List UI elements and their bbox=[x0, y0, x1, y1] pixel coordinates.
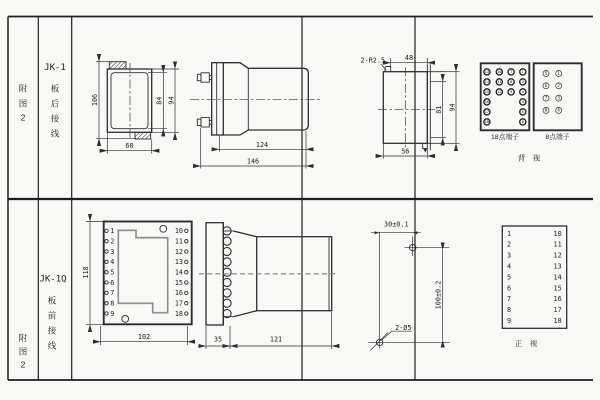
svg-text:7: 7 bbox=[507, 295, 512, 304]
fig-char: 2 bbox=[20, 359, 26, 370]
svg-text:1: 1 bbox=[507, 229, 512, 238]
dim-35 bbox=[206, 326, 230, 349]
bottom-hook-tip bbox=[423, 149, 427, 153]
mounting-bolts bbox=[197, 73, 211, 127]
svg-text:16: 16 bbox=[553, 295, 562, 304]
svg-text:2: 2 bbox=[521, 79, 524, 85]
mounting-hole-top bbox=[160, 225, 167, 232]
svg-text:8: 8 bbox=[507, 306, 512, 315]
dim-102 bbox=[101, 326, 188, 345]
dim-146-label: 146 bbox=[246, 157, 260, 166]
wiring-char: 前 bbox=[47, 310, 57, 321]
svg-text:12: 12 bbox=[553, 251, 562, 260]
fig-char: 附 bbox=[18, 332, 28, 343]
dim-94-panel-label: 94 bbox=[448, 103, 457, 112]
svg-text:11: 11 bbox=[497, 79, 502, 85]
wiring-char: 接 bbox=[47, 325, 57, 336]
dim-84-label: 84 bbox=[155, 96, 164, 105]
jk1q-drill-plan bbox=[368, 221, 450, 351]
svg-text:10: 10 bbox=[497, 69, 502, 75]
svg-text:6: 6 bbox=[507, 284, 512, 293]
svg-text:10: 10 bbox=[553, 229, 562, 238]
top-hook bbox=[385, 67, 391, 72]
svg-text:18: 18 bbox=[553, 317, 562, 325]
svg-text:14: 14 bbox=[174, 268, 183, 277]
jk1-side-view bbox=[190, 63, 320, 169]
dim-94-panel bbox=[445, 72, 459, 144]
hole-callout bbox=[382, 324, 412, 340]
svg-text:15: 15 bbox=[484, 89, 490, 95]
dim-81 bbox=[430, 82, 446, 138]
svg-text:7: 7 bbox=[509, 69, 513, 75]
svg-text:16: 16 bbox=[484, 99, 490, 105]
terminal-18pt-numbers bbox=[485, 69, 525, 124]
dim-102-label: 102 bbox=[137, 333, 151, 342]
svg-text:11: 11 bbox=[553, 240, 562, 249]
terminal-8pt-caption: 8点端子 bbox=[545, 134, 570, 142]
mounting-hole-bottom bbox=[122, 316, 129, 323]
terminal-studs bbox=[223, 227, 231, 318]
model-name: JK-1 bbox=[44, 63, 66, 73]
wiring-char: 线 bbox=[47, 340, 57, 351]
svg-text:1: 1 bbox=[110, 227, 115, 236]
wiring-char: 板 bbox=[50, 83, 60, 94]
dim-81-label: 81 bbox=[434, 105, 443, 114]
wiring-char: 线 bbox=[50, 128, 60, 139]
svg-text:15: 15 bbox=[553, 284, 562, 293]
svg-text:17: 17 bbox=[174, 299, 183, 308]
svg-text:15: 15 bbox=[174, 278, 183, 287]
plate-left-terminal-numbers bbox=[110, 227, 114, 318]
dim-94-label: 94 bbox=[167, 96, 176, 105]
wiring-char: 后 bbox=[50, 98, 60, 109]
row2-model-wiring bbox=[39, 275, 66, 351]
corner-radius-callout bbox=[361, 56, 387, 70]
svg-text:12: 12 bbox=[174, 247, 183, 256]
svg-text:14: 14 bbox=[553, 273, 562, 282]
svg-text:4: 4 bbox=[507, 262, 512, 271]
svg-text:8: 8 bbox=[110, 299, 115, 308]
svg-text:3: 3 bbox=[557, 95, 560, 101]
svg-text:10: 10 bbox=[174, 227, 183, 236]
jk1q-side-view bbox=[199, 223, 335, 349]
plate-right-terminal-numbers bbox=[175, 227, 183, 318]
fig-char: 附 bbox=[18, 83, 28, 94]
dim-60-label: 60 bbox=[125, 141, 134, 150]
svg-text:16: 16 bbox=[174, 289, 183, 298]
svg-text:17: 17 bbox=[484, 109, 490, 115]
svg-text:18: 18 bbox=[484, 119, 490, 125]
svg-text:1: 1 bbox=[557, 70, 560, 76]
front-view-caption: 正 视 bbox=[514, 338, 538, 348]
svg-text:7: 7 bbox=[544, 95, 548, 101]
dim-121-label: 121 bbox=[269, 335, 283, 344]
dim-118 bbox=[82, 222, 103, 325]
dim-48-label: 48 bbox=[404, 53, 414, 62]
wiring-char: 接 bbox=[50, 113, 60, 124]
svg-text:5: 5 bbox=[544, 70, 548, 76]
terminal-8pt-view bbox=[534, 63, 582, 141]
fv-right-numbers bbox=[554, 230, 562, 325]
svg-text:6: 6 bbox=[521, 119, 524, 125]
wiring-char: 板 bbox=[47, 295, 57, 306]
svg-text:5: 5 bbox=[521, 109, 524, 115]
svg-text:2: 2 bbox=[557, 83, 560, 89]
svg-text:13: 13 bbox=[553, 262, 562, 271]
jk1q-front-plate-view bbox=[82, 222, 192, 346]
dim-56-label: 56 bbox=[401, 147, 410, 156]
svg-text:5: 5 bbox=[110, 268, 115, 277]
bottom-hook bbox=[423, 143, 428, 148]
model-name: JK-1Q bbox=[39, 274, 67, 285]
svg-text:2: 2 bbox=[507, 240, 512, 249]
dim-30 bbox=[371, 221, 421, 235]
jk1-front-face-view bbox=[91, 62, 179, 154]
plate-left-terminals bbox=[105, 229, 108, 315]
front-view-terminal-table bbox=[502, 226, 566, 348]
dim-100-label: 100±0.2 bbox=[434, 280, 443, 310]
terminal-8pt-numbers bbox=[545, 71, 561, 113]
dim-106-label: 106 bbox=[91, 93, 99, 107]
fig-char: 图 bbox=[18, 98, 28, 109]
svg-text:4: 4 bbox=[521, 99, 524, 105]
svg-text:3: 3 bbox=[110, 247, 115, 256]
svg-text:11: 11 bbox=[174, 237, 183, 246]
svg-text:4: 4 bbox=[110, 258, 115, 267]
svg-text:17: 17 bbox=[553, 306, 562, 315]
svg-text:8: 8 bbox=[544, 107, 548, 113]
svg-text:3: 3 bbox=[521, 89, 524, 95]
terminal-18pt-circles bbox=[484, 69, 526, 125]
dim-30-label: 30±0.1 bbox=[384, 220, 409, 229]
dim-124-label: 124 bbox=[255, 140, 269, 149]
svg-text:13: 13 bbox=[484, 69, 490, 75]
svg-text:1: 1 bbox=[521, 69, 524, 75]
plate-right-terminals bbox=[185, 229, 188, 315]
svg-text:6: 6 bbox=[110, 278, 115, 287]
svg-text:2: 2 bbox=[110, 237, 115, 246]
svg-text:14: 14 bbox=[484, 79, 490, 85]
dim-100 bbox=[435, 250, 443, 340]
terminal-18pt-view bbox=[481, 63, 530, 141]
cover-cutout-contour bbox=[118, 230, 167, 312]
fig-char: 图 bbox=[18, 346, 28, 357]
dim-124 bbox=[219, 131, 306, 169]
svg-text:18: 18 bbox=[174, 309, 183, 318]
svg-text:9: 9 bbox=[509, 89, 513, 95]
row1-figure-label bbox=[19, 83, 28, 122]
dim-84 bbox=[148, 73, 167, 129]
terminal-18pt-caption: 18点端子 bbox=[491, 134, 519, 142]
row2-figure-label bbox=[19, 333, 28, 370]
svg-text:8: 8 bbox=[509, 79, 513, 85]
table-grid bbox=[8, 17, 593, 381]
fv-left-numbers bbox=[507, 230, 511, 325]
dim-48 bbox=[391, 54, 428, 67]
svg-text:9: 9 bbox=[110, 309, 115, 318]
dim-121 bbox=[230, 312, 332, 349]
dim-118-label: 118 bbox=[81, 266, 90, 279]
svg-text:4: 4 bbox=[557, 107, 560, 113]
svg-text:13: 13 bbox=[174, 258, 183, 267]
jk1-panel-cutout-view bbox=[361, 54, 460, 159]
back-view-caption: 背 视 bbox=[517, 153, 541, 163]
svg-text:9: 9 bbox=[507, 317, 512, 325]
row1-model-wiring bbox=[44, 63, 66, 138]
svg-text:12: 12 bbox=[497, 89, 502, 95]
fig-char: 2 bbox=[20, 112, 26, 123]
svg-text:6: 6 bbox=[544, 83, 548, 89]
holes-label: 2-Ø5 bbox=[395, 324, 412, 332]
svg-text:5: 5 bbox=[507, 273, 512, 282]
svg-text:7: 7 bbox=[110, 289, 115, 298]
dim-35-label: 35 bbox=[213, 335, 223, 344]
radius-label: 2-R2.5 bbox=[360, 56, 386, 65]
svg-text:3: 3 bbox=[507, 251, 512, 260]
